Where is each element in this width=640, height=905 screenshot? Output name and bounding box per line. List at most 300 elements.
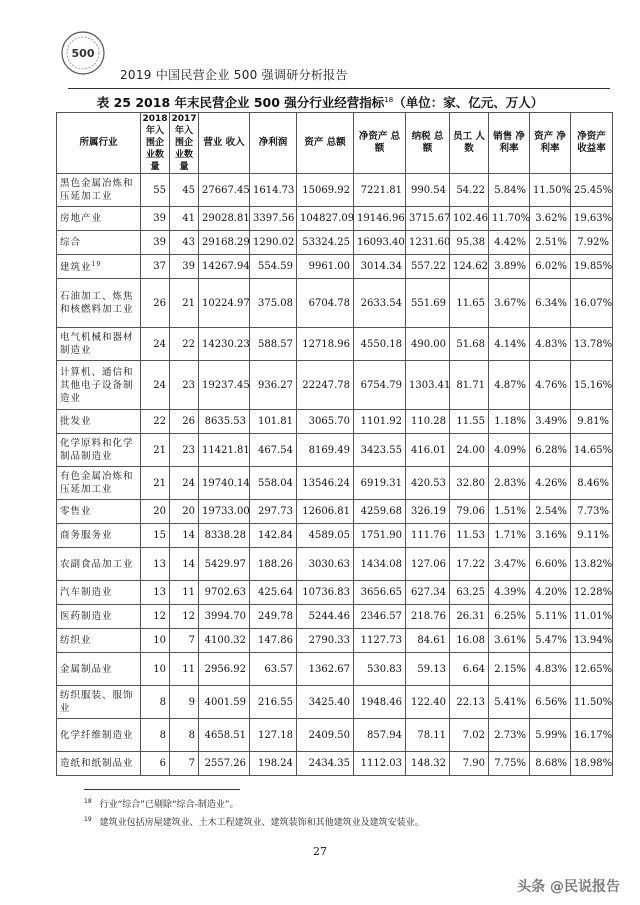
- cell-margin: 3.47%: [489, 548, 530, 581]
- cell-n2018: 13: [141, 581, 170, 605]
- cell-roa: 4.83%: [530, 653, 571, 686]
- industry-name: 造纸和纸制品业: [60, 758, 134, 769]
- footnote-19: [84, 815, 424, 828]
- footnote-18: [84, 797, 239, 810]
- table-row: [57, 752, 613, 776]
- logo-number: 500: [71, 47, 95, 60]
- cell-profit: 147.86: [250, 629, 297, 653]
- cell-assets: 13546.24: [297, 467, 354, 500]
- industry-name: 有色金属冶炼和压延加工业: [60, 471, 134, 495]
- cell-net-assets: 6919.31: [354, 467, 406, 500]
- cell-n2017: 41: [170, 207, 199, 231]
- table-row: [57, 174, 613, 207]
- cell-margin: 4.14%: [489, 328, 530, 361]
- industry-name: 黑色金属冶炼和压延加工业: [60, 178, 134, 202]
- table-row: [57, 255, 613, 279]
- cell-roa: 4.20%: [530, 581, 571, 605]
- cell-n2017: 20: [170, 500, 199, 524]
- cell-margin: 1.71%: [489, 524, 530, 548]
- cell-staff: 11.65: [450, 279, 489, 328]
- table-title: [0, 93, 640, 111]
- cell-n2018: 21: [141, 467, 170, 500]
- cell-margin: 1.18%: [489, 410, 530, 434]
- cell-margin: 4.42%: [489, 231, 530, 255]
- cell-roe: 19.85%: [571, 255, 613, 279]
- industry-cell: [57, 605, 141, 629]
- cell-roa: 5.99%: [530, 719, 571, 752]
- cell-revenue: 14267.94: [199, 255, 250, 279]
- cell-margin: 4.87%: [489, 361, 530, 410]
- cell-roa: 4.26%: [530, 467, 571, 500]
- cell-revenue: 27667.45: [199, 174, 250, 207]
- cell-n2017: 26: [170, 410, 199, 434]
- cell-roa: 6.56%: [530, 686, 571, 719]
- header-revenue: 营业 收入: [199, 113, 250, 174]
- cell-n2017: 21: [170, 279, 199, 328]
- cell-assets: 3065.70: [297, 410, 354, 434]
- header-staff: 员工 人数: [450, 113, 489, 174]
- cell-roe: 18.98%: [571, 752, 613, 776]
- industry-name: 计算机、通信和其他电子设备制造业: [60, 366, 134, 404]
- cell-roe: 19.63%: [571, 207, 613, 231]
- cell-profit: 558.04: [250, 467, 297, 500]
- header-industry: 所属行业: [57, 113, 141, 174]
- cell-staff: 22.13: [450, 686, 489, 719]
- cell-staff: 11.55: [450, 410, 489, 434]
- cell-roa: 4.83%: [530, 328, 571, 361]
- cell-n2018: 24: [141, 361, 170, 410]
- table-row: [57, 524, 613, 548]
- industry-cell: [57, 548, 141, 581]
- cell-roe: 14.65%: [571, 434, 613, 467]
- cell-profit: 142.84: [250, 524, 297, 548]
- cell-roa: 6.02%: [530, 255, 571, 279]
- cell-revenue: 3994.70: [199, 605, 250, 629]
- cell-revenue: 4658.51: [199, 719, 250, 752]
- industry-name: 汽车制造业: [60, 587, 113, 598]
- cell-assets: 8169.49: [297, 434, 354, 467]
- cell-n2018: 10: [141, 653, 170, 686]
- cell-net-assets: 1127.73: [354, 629, 406, 653]
- cell-net-assets: 4259.68: [354, 500, 406, 524]
- industry-cell: [57, 500, 141, 524]
- cell-net-assets: 1948.46: [354, 686, 406, 719]
- industry-cell: [57, 328, 141, 361]
- header-sales-margin: 销售 净利率: [489, 113, 530, 174]
- table-row: [57, 653, 613, 686]
- cell-tax: 84.61: [406, 629, 450, 653]
- cell-roe: 8.46%: [571, 467, 613, 500]
- cell-assets: 3425.40: [297, 686, 354, 719]
- industry-name: 电气机械和器材制造业: [60, 332, 134, 356]
- cell-n2018: 13: [141, 548, 170, 581]
- header-roe: 净资产 收益率: [571, 113, 613, 174]
- cell-profit: 127.18: [250, 719, 297, 752]
- cell-revenue: 29028.81: [199, 207, 250, 231]
- table-title-note-ref: 18: [384, 95, 394, 104]
- cell-net-assets: 1101.92: [354, 410, 406, 434]
- cell-staff: 17.22: [450, 548, 489, 581]
- cell-n2018: 22: [141, 410, 170, 434]
- cell-n2018: 8: [141, 719, 170, 752]
- cell-assets: 2790.33: [297, 629, 354, 653]
- cell-profit: 198.24: [250, 752, 297, 776]
- cell-net-assets: 1434.08: [354, 548, 406, 581]
- header-tax: 纳税 总额: [406, 113, 450, 174]
- cell-tax: 416.01: [406, 434, 450, 467]
- table-row: [57, 629, 613, 653]
- cell-staff: 24.00: [450, 434, 489, 467]
- cell-tax: 3715.67: [406, 207, 450, 231]
- cell-assets: 3030.63: [297, 548, 354, 581]
- industry-name: 石油加工、炼焦和核燃料加工业: [60, 291, 134, 315]
- cell-profit: 1614.73: [250, 174, 297, 207]
- cell-profit: 467.54: [250, 434, 297, 467]
- table-body: [57, 174, 613, 776]
- industry-name: 零售业: [60, 506, 92, 517]
- industry-cell: [57, 653, 141, 686]
- cell-profit: 936.27: [250, 361, 297, 410]
- header-count-2018: 2018 年入 围企 业数 量: [142, 114, 168, 172]
- industry-metrics-table: [56, 112, 613, 776]
- cell-roa: 2.54%: [530, 500, 571, 524]
- footnote-18-text: 行业“综合”已剔除“综合-制造业”。: [99, 800, 239, 810]
- cell-n2017: 23: [170, 434, 199, 467]
- industry-name: 化学原料和化学制品制造业: [60, 438, 134, 462]
- industry-cell: [57, 255, 141, 279]
- cell-n2017: 39: [170, 255, 199, 279]
- cell-staff: 11.53: [450, 524, 489, 548]
- cell-tax: 1303.41: [406, 361, 450, 410]
- cell-roe: 9.81%: [571, 410, 613, 434]
- industry-cell: [57, 524, 141, 548]
- cell-assets: 53324.25: [297, 231, 354, 255]
- cell-margin: 7.75%: [489, 752, 530, 776]
- cell-tax: 326.19: [406, 500, 450, 524]
- cell-net-assets: 857.94: [354, 719, 406, 752]
- cell-profit: 216.55: [250, 686, 297, 719]
- cell-roe: 9.11%: [571, 524, 613, 548]
- table-row: [57, 434, 613, 467]
- cell-assets: 9961.00: [297, 255, 354, 279]
- industry-cell: [57, 279, 141, 328]
- cell-roe: 16.07%: [571, 279, 613, 328]
- cell-roa: 3.16%: [530, 524, 571, 548]
- cell-assets: 12606.81: [297, 500, 354, 524]
- cell-net-assets: 1751.90: [354, 524, 406, 548]
- industry-cell: [57, 752, 141, 776]
- cell-tax: 148.32: [406, 752, 450, 776]
- cell-n2018: 21: [141, 434, 170, 467]
- cell-staff: 63.25: [450, 581, 489, 605]
- cell-revenue: 19733.00: [199, 500, 250, 524]
- cell-tax: 110.28: [406, 410, 450, 434]
- cell-margin: 3.61%: [489, 629, 530, 653]
- cell-n2017: 12: [170, 605, 199, 629]
- cell-roa: 4.76%: [530, 361, 571, 410]
- cell-roe: 12.28%: [571, 581, 613, 605]
- cell-assets: 2409.50: [297, 719, 354, 752]
- cell-n2018: 37: [141, 255, 170, 279]
- cell-margin: 5.41%: [489, 686, 530, 719]
- cell-net-assets: 530.83: [354, 653, 406, 686]
- cell-revenue: 19740.14: [199, 467, 250, 500]
- cell-roa: 3.62%: [530, 207, 571, 231]
- table-row: [57, 500, 613, 524]
- cell-revenue: 4100.32: [199, 629, 250, 653]
- cell-n2018: 39: [141, 231, 170, 255]
- cell-net-assets: 2346.57: [354, 605, 406, 629]
- industry-name: 批发业: [60, 416, 92, 427]
- cell-staff: 79.06: [450, 500, 489, 524]
- cell-roa: 6.60%: [530, 548, 571, 581]
- cell-staff: 6.64: [450, 653, 489, 686]
- table-row: [57, 686, 613, 719]
- cell-tax: 78.11: [406, 719, 450, 752]
- cell-n2018: 8: [141, 686, 170, 719]
- header-net-profit: 净利润: [250, 113, 297, 174]
- cell-revenue: 9702.63: [199, 581, 250, 605]
- table-row: [57, 279, 613, 328]
- industry-name: 商务服务业: [60, 530, 113, 541]
- cell-net-assets: 3656.65: [354, 581, 406, 605]
- cell-assets: 2434.35: [297, 752, 354, 776]
- cell-n2017: 14: [170, 548, 199, 581]
- cell-n2017: 11: [170, 581, 199, 605]
- cell-profit: 588.57: [250, 328, 297, 361]
- cell-roe: 13.78%: [571, 328, 613, 361]
- cell-assets: 12718.96: [297, 328, 354, 361]
- cell-roe: 13.82%: [571, 548, 613, 581]
- industry-cell: [57, 207, 141, 231]
- table-row: [57, 548, 613, 581]
- cell-roa: 2.51%: [530, 231, 571, 255]
- cell-roa: 6.28%: [530, 434, 571, 467]
- cell-profit: 297.73: [250, 500, 297, 524]
- table-row: [57, 231, 613, 255]
- industry-cell: [57, 434, 141, 467]
- cell-tax: 557.22: [406, 255, 450, 279]
- cell-net-assets: 4550.18: [354, 328, 406, 361]
- cell-n2017: 11: [170, 653, 199, 686]
- industry-cell: [57, 719, 141, 752]
- industry-cell: [57, 581, 141, 605]
- cell-revenue: 14230.23: [199, 328, 250, 361]
- cell-n2017: 22: [170, 328, 199, 361]
- industry-cell: [57, 686, 141, 719]
- cell-assets: 5244.46: [297, 605, 354, 629]
- cell-roa: 5.11%: [530, 605, 571, 629]
- cell-margin: 3.89%: [489, 255, 530, 279]
- cell-profit: 554.59: [250, 255, 297, 279]
- industry-cell: [57, 174, 141, 207]
- cell-profit: 375.08: [250, 279, 297, 328]
- header-divider: [68, 88, 610, 89]
- industry-name: 建筑业: [60, 262, 92, 274]
- industry-name: 农副食品加工业: [60, 558, 134, 570]
- cell-revenue: 29168.29: [199, 231, 250, 255]
- table-title-text: 表 25 2018 年末民营企业 500 强分行业经营指标: [96, 95, 385, 110]
- cell-profit: 3397.56: [250, 207, 297, 231]
- cell-n2017: 9: [170, 686, 199, 719]
- cell-n2018: 55: [141, 174, 170, 207]
- cell-roa: 8.68%: [530, 752, 571, 776]
- cell-margin: 3.67%: [489, 279, 530, 328]
- cell-roa: 3.49%: [530, 410, 571, 434]
- cell-net-assets: 6754.79: [354, 361, 406, 410]
- cell-net-assets: 2633.54: [354, 279, 406, 328]
- cell-profit: 101.81: [250, 410, 297, 434]
- cell-n2018: 10: [141, 629, 170, 653]
- footnote-19-text: 建筑业包括房屋建筑业、土木工程建筑业、建筑装饰和其他建筑业及建筑安装业。: [99, 818, 424, 828]
- cell-n2017: 23: [170, 361, 199, 410]
- report-logo: [60, 30, 106, 76]
- industry-name: 金属制品业: [60, 663, 113, 675]
- cell-revenue: 2557.26: [199, 752, 250, 776]
- page-number: 27: [313, 845, 327, 858]
- footnote-divider: [84, 789, 240, 790]
- cell-margin: 5.84%: [489, 174, 530, 207]
- header-count-2017: 2017 年入 围企 业数 量: [171, 114, 197, 172]
- cell-profit: 63.57: [250, 653, 297, 686]
- cell-revenue: 5429.97: [199, 548, 250, 581]
- industry-cell: [57, 231, 141, 255]
- cell-n2017: 43: [170, 231, 199, 255]
- cell-tax: 990.54: [406, 174, 450, 207]
- table-row: [57, 328, 613, 361]
- cell-margin: 2.15%: [489, 653, 530, 686]
- cell-revenue: 2956.92: [199, 653, 250, 686]
- cell-tax: 1231.60: [406, 231, 450, 255]
- table-row: [57, 581, 613, 605]
- header-net-assets: 净资产 总额: [354, 113, 406, 174]
- cell-n2018: 6: [141, 752, 170, 776]
- cell-assets: 1362.67: [297, 653, 354, 686]
- cell-tax: 420.53: [406, 467, 450, 500]
- cell-net-assets: 1112.03: [354, 752, 406, 776]
- table-header-row: [57, 113, 613, 174]
- cell-roe: 11.01%: [571, 605, 613, 629]
- cell-staff: 95.38: [450, 231, 489, 255]
- cell-roa: 11.50%: [530, 174, 571, 207]
- cell-net-assets: 3014.34: [354, 255, 406, 279]
- cell-profit: 188.26: [250, 548, 297, 581]
- cell-roe: 25.45%: [571, 174, 613, 207]
- header-total-assets: 资产 总额: [297, 113, 354, 174]
- cell-tax: 59.13: [406, 653, 450, 686]
- cell-assets: 4589.05: [297, 524, 354, 548]
- cell-staff: 7.90: [450, 752, 489, 776]
- cell-roe: 7.73%: [571, 500, 613, 524]
- table-row: [57, 605, 613, 629]
- footnote-19-num: 19: [84, 816, 92, 823]
- cell-margin: 2.83%: [489, 467, 530, 500]
- industry-name: 纺织业: [60, 635, 92, 646]
- header-title: 2019 中国民营企业 500 强调研分析报告: [120, 68, 348, 82]
- industry-name: 房地产业: [60, 213, 103, 224]
- cell-n2017: 7: [170, 629, 199, 653]
- cell-n2018: 24: [141, 328, 170, 361]
- cell-staff: 54.22: [450, 174, 489, 207]
- cell-net-assets: 16093.40: [354, 231, 406, 255]
- cell-tax: 127.06: [406, 548, 450, 581]
- cell-assets: 6704.78: [297, 279, 354, 328]
- cell-net-assets: 19146.96: [354, 207, 406, 231]
- cell-revenue: 4001.59: [199, 686, 250, 719]
- cell-assets: 15069.92: [297, 174, 354, 207]
- cell-staff: 102.46: [450, 207, 489, 231]
- cell-margin: 11.70%: [489, 207, 530, 231]
- header-roa: 资产 净利率: [530, 113, 571, 174]
- cell-revenue: 8338.28: [199, 524, 250, 548]
- table-title-unit: （单位：家、亿元、万人）: [393, 95, 544, 110]
- cell-n2017: 7: [170, 752, 199, 776]
- cell-n2017: 24: [170, 467, 199, 500]
- cell-margin: 4.39%: [489, 581, 530, 605]
- cell-revenue: 8635.53: [199, 410, 250, 434]
- cell-roe: 16.17%: [571, 719, 613, 752]
- cell-tax: 122.40: [406, 686, 450, 719]
- table-row: [57, 361, 613, 410]
- industry-name: 医药制造业: [60, 611, 113, 622]
- table-row: [57, 467, 613, 500]
- industry-cell: [57, 410, 141, 434]
- cell-staff: 7.02: [450, 719, 489, 752]
- cell-n2018: 26: [141, 279, 170, 328]
- cell-margin: 4.09%: [489, 434, 530, 467]
- cell-n2017: 14: [170, 524, 199, 548]
- cell-margin: 1.51%: [489, 500, 530, 524]
- cell-revenue: 10224.97: [199, 279, 250, 328]
- cell-assets: 22247.78: [297, 361, 354, 410]
- cell-revenue: 11421.81: [199, 434, 250, 467]
- industry-cell: [57, 361, 141, 410]
- cell-staff: 124.62: [450, 255, 489, 279]
- cell-staff: 81.71: [450, 361, 489, 410]
- cell-profit: 249.78: [250, 605, 297, 629]
- cell-n2018: 39: [141, 207, 170, 231]
- cell-assets: 104827.09: [297, 207, 354, 231]
- cell-n2017: 8: [170, 719, 199, 752]
- cell-staff: 16.08: [450, 629, 489, 653]
- cell-staff: 26.31: [450, 605, 489, 629]
- cell-roe: 12.65%: [571, 653, 613, 686]
- footnote-18-num: 18: [84, 798, 92, 805]
- table-row: [57, 410, 613, 434]
- industry-name: 化学纤维制造业: [60, 729, 134, 741]
- cell-assets: 10736.83: [297, 581, 354, 605]
- cell-revenue: 19237.45: [199, 361, 250, 410]
- cell-roa: 6.34%: [530, 279, 571, 328]
- industry-cell: [57, 629, 141, 653]
- watermark: 头条 @民说报告: [517, 879, 620, 895]
- cell-margin: 2.73%: [489, 719, 530, 752]
- cell-tax: 111.76: [406, 524, 450, 548]
- cell-tax: 551.69: [406, 279, 450, 328]
- cell-n2017: 45: [170, 174, 199, 207]
- cell-tax: 627.34: [406, 581, 450, 605]
- cell-n2018: 12: [141, 605, 170, 629]
- cell-net-assets: 3423.55: [354, 434, 406, 467]
- cell-roa: 5.47%: [530, 629, 571, 653]
- industry-name: 纺织服装、服饰业: [60, 690, 134, 714]
- cell-roe: 13.94%: [571, 629, 613, 653]
- table-row: [57, 207, 613, 231]
- industry-note-ref: 19: [91, 261, 102, 269]
- cell-n2018: 15: [141, 524, 170, 548]
- cell-n2018: 20: [141, 500, 170, 524]
- cell-profit: 425.64: [250, 581, 297, 605]
